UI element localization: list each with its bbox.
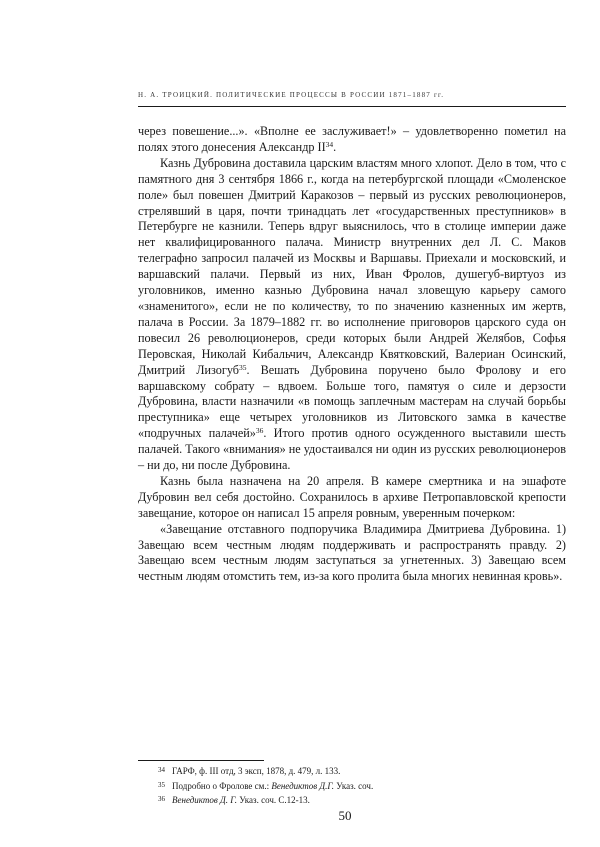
footnote-text: Подробно о Фролове см.: (172, 780, 272, 791)
footnote-ref[interactable]: 34 (325, 139, 334, 149)
paragraph-text: Казнь была назначена на 20 апреля. В камере смертника и на эшафоте Дубровин вел себя достойно. Сохранилось в архиве Петропавловской крепости завещание, которое он написал 15 апреля ровным, уверенным почерком: (138, 473, 566, 520)
paragraph (138, 124, 566, 156)
footnote (158, 764, 566, 779)
page-number: 50 (338, 808, 352, 823)
footnote-number: 36 (158, 795, 165, 803)
footnotes (158, 764, 566, 808)
paragraph-text: . (333, 139, 337, 154)
footnote-author: Венедиктов Д.Г. (271, 780, 335, 791)
paragraph (138, 474, 566, 522)
footnote-text: Указ. соч. (334, 780, 374, 791)
paragraph-text: . Вешать Дубровина поручено было Фролову и его варшавскому собрату – вдвоем. Больше того, памятуя о силе и дерзости Дубровина, власти назначили «в помощь заплечным мастерам на случай борьбы преступника» еще четырех уголовников из Литовского замка в качестве «подручных палачей» (138, 362, 567, 441)
footnote-author: Венедиктов Д. Г. (172, 795, 237, 805)
header-rule (138, 106, 566, 107)
footnote-ref[interactable]: 35 (238, 362, 247, 372)
paragraph (138, 156, 566, 474)
body-text (138, 124, 566, 585)
footnote-number: 35 (158, 780, 165, 789)
footnote-text: ГАРФ, ф. III отд, 3 эксп, 1878, д. 479, л. 133. (172, 766, 341, 776)
footnote-rule (138, 760, 264, 761)
paragraph-text: Казнь Дубровина доставила царским властям много хлопот. Дело в том, что с памятного дня 3 сентября 1866 г., когда на петербургской площади «Смоленское поле» был повешен Дмитрий Каракозов – первый из русских революционеров, стрелявший в царя, почти тринадцать лет «государственных преступников» в Петербурге не казнили. Теперь вдруг выяснилось, что в столице империи даже нет квалифицированного палача. Министр внутренних дел Л. С. Маков телеграфно запросил палачей из Москвы и Варшавы. Приехали и московский, и варшавский палачи. Первый из них, Иван Фролов, душегуб-виртуоз из уголовников, именно казнью Дубровина начал зловещую карьеру самого «знаменитого», если не по количеству, то по значению казненных им жертв, палача в России. За 1879–1882 гг. во исполнение приговоров царского суда он повесил 26 революционеров, среди которых были Андрей Желябов, Софья Перовская, Николай Кибальчич, Александр Квятковский, Валериан Осинский, Дмитрий Лизогуб (138, 155, 566, 377)
footnote-text: Указ. соч. С.12-13. (236, 795, 310, 805)
footnote (158, 779, 566, 794)
footnote (158, 793, 566, 808)
footnote-ref[interactable]: 36 (255, 426, 264, 436)
paragraph-text: через повешение...». «Вполне ее заслуживает!» – удовлетворенно пометил на полях этого донесения Александр II (138, 124, 566, 154)
paragraph-text: . Итого против одного осужденного выставили шесть палачей. Такого «внимания» не удостаивался ни один из русских революционеров – ни до, ни после Дубровина. (138, 426, 566, 473)
footnote-number: 34 (158, 766, 165, 774)
quote-paragraph (138, 522, 566, 586)
paragraph-text: «Завещание отставного подпоручика Владимира Дмитриева Дубровина. 1) Завещаю всем честным людям поддерживать и распространять правду. 2) Завещаю всем честным людям заступаться за угнетенных. 3) Завещаю всем честным людям отомстить тем, из-за кого пролита была многих невинная кровь». (138, 521, 566, 584)
running-head: Н. А. ТРОИЦКИЙ. ПОЛИТИЧЕСКИЕ ПРОЦЕССЫ В РОССИИ 1871–1887 гг. (138, 91, 445, 99)
